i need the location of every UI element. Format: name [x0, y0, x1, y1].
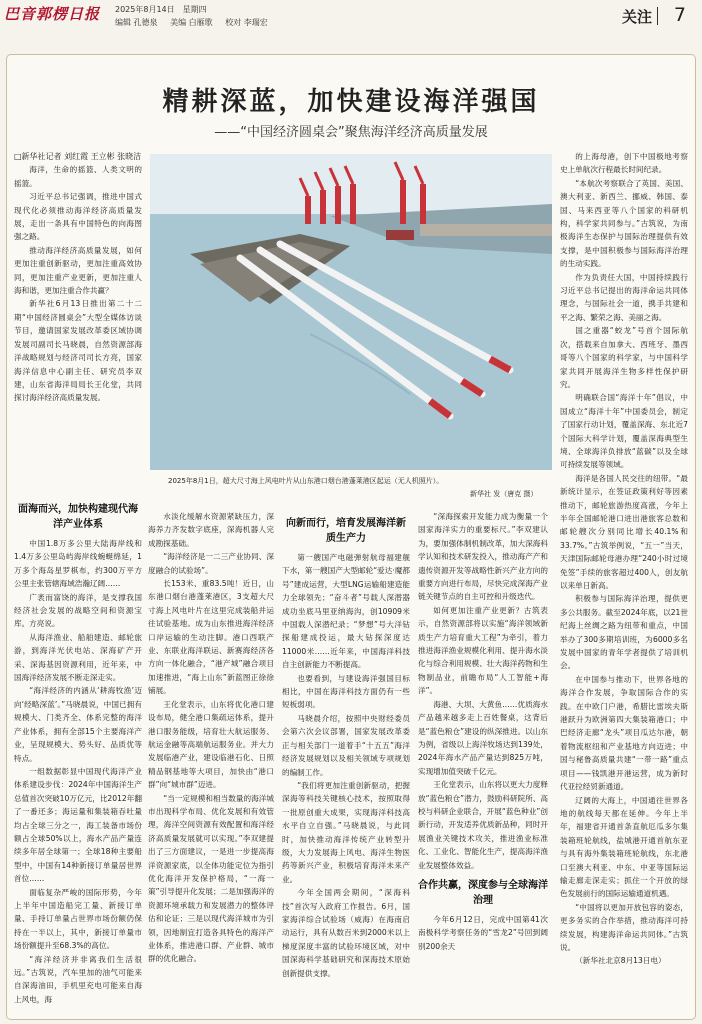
editor: 编辑 孔德泉 — [115, 18, 158, 27]
paragraph: 马晓晨介绍，按照中央财经委员会第六次会议部署，国家发展改革委正与相关部门一道着手“十五五”海洋经济发展规划以及相关领域专项规划的编制工作。 — [282, 713, 410, 777]
photo-caption: 2025年8月1日，超大尺寸海上风电叶片从山东港口烟台港蓬莱港区起运（无人机照片）。 — [168, 477, 444, 485]
paragraph: “海洋经济的内涵从‘耕海牧渔’迈向‘经略深蓝’。”马晓晨说，中国已拥有规模大、门类齐全、体系完整的海洋产业体系，拥有全部15个主要海洋产业，呈现规模大、势头好、品质优等特点。 — [14, 686, 142, 763]
section-name: 关注 — [621, 8, 652, 26]
paragraph: 海洋是各国人民交往的纽带。“最新统计显示，在签证政策利好等因素推动下，邮轮旅游热度高涨，今年上半年全国邮轮港口进出港旅客总数和邮轮艘次分别同比增长40.1%和33.7%。”古筑举例说，“五一”当天，天津国际邮轮母港办理“240小时过境免签”手续的旅客超过400人，创友航以来单日新高。 — [560, 473, 688, 590]
paragraph: 辽阔的大海上，中国通往世界各地的航线每天都在延伸。今年上半年，福建省开通首条直航厄瓜多尔集装箱班轮航线，盐城港开通首航东亚与具有海外集装箱班轮航线，东北港口至澳大利亚、中东、中亚等国际运输走廊走深走实；抓住一个开放的绿色发展前行的国际运输通道机遇。 — [560, 795, 688, 899]
column-5 — [418, 510, 548, 1014]
paragraph: 王化堂表示，山东将以更大力度释放“蓝色粮仓”潜力，鼓励科研院所、高校与科研企业联合，开展“蓝色种业”创新行动，开发适养优质新品种，同时开展渔业关键技术攻关，推进渔业标准化、工业化、智能化生产，提高海洋渔业发展整体效益。 — [418, 780, 548, 870]
paragraph: 广袤而富饶的海洋，是支撑我国经济社会发展的战略空间和资源宝库。方亮说。 — [14, 592, 142, 629]
column-6 — [560, 150, 688, 1014]
section-heading: 合作共赢，深度参与全球海洋治理 — [418, 879, 548, 906]
paragraph: 中国1.8万多公里大陆海岸线和1.4万多公里岛屿海岸线蜿蜒绵延，1万多个海岛星罗棋布，约300万平方公里主张管辖海域浩瀚辽阔…… — [14, 539, 142, 589]
newspaper-logo: 巴音郭楞日报 — [4, 5, 101, 23]
column-3 — [148, 510, 274, 1014]
paragraph: 今年6月12日，完成中国第41次南极科学考察任务的“雪龙2”号回到阔别200余天 — [418, 914, 548, 951]
paragraph: 海洋，生命的摇篮、人类文明的摇篮。 — [14, 165, 142, 188]
paragraph: 积极参与国际海洋治理，提供更多公共服务。截至2024年底，以21世纪海上丝绸之路为纽带和重点，中国举办了300多期培训班，为6000多名发展中国家的青年学者提供了培训机会。 — [560, 594, 688, 671]
paragraph: 王化堂表示，山东将优化港口建设布局，健全港口集疏运体系，提升港口服务能级，培育壮大航运服务、航运金融等高端航运服务业。并大力发展临港产业，建设临港石化、日照精品钢基地等大项目，加快由“港口群”向“城市群”迈进。 — [148, 699, 274, 790]
article-title: 精耕深蓝，加快建设海洋强国 — [162, 87, 540, 117]
editorial-credits — [115, 17, 278, 28]
paragraph: “当一定规模和相当数量的海洋城市出现科学布局、优化发展和有效管理，海洋空间资源有效配置和海洋经济高质量发展就可以实现。”李双建提出了三方面建议，一是进一步提高海洋资源家底，以全体功能定位为指引优化海洋开发保护格局，“一海一策”引导提升化发展；二是加强海洋的资源环境承载力和发展潜力的整体评估和论证；三是以现代海洋城市为引领，因地制宜打造各具特色的海洋产业体系，推进港口群、产业群、城市群的优化融合。 — [148, 793, 274, 964]
paragraph: 海港、大坝、大黄鱼……优质海水产品越来越多走上百姓餐桌，这背后是“蓝色粮仓”建设的纵深推进。以山东为例，省级以上海洋牧场达到139处，2024年海水产品产量达到825万吨，实现增加值突破千亿元。 — [418, 699, 548, 776]
column-2 — [14, 496, 142, 1014]
article-subtitle: ——“中国经济圆桌会”聚焦海洋经济高质量发展 — [214, 125, 488, 140]
paragraph: “深海探索开发能力成为衡量一个国家海洋实力的重要标尺。”李双建认为，要加强体制机制改革，加大深海科学认知和技术研发投入，推动海产产和遗传资源开发等战略性新兴产业方向的重要方向进行布局，尽快完成深海产业链关键节点的自主可控和升级迭代。 — [418, 512, 548, 602]
paragraph: “海洋经济并非离我们生活很远。”古筑说，汽车里加的油气可能来自深海油田，手机里充电可能来自海上风电，海 — [14, 954, 142, 1004]
paragraph: 如何更加注重产业更新？古筑表示，自然资源部将以实施“海洋领域新质生产力培育重大工程”为牵引，着力推进海洋渔业规模化利用、提升海水淡化与综合利用规模、壮大海洋药物和生物制品业，前瞻布局“人工智能+海洋”。 — [418, 605, 548, 696]
paragraph: “本航次考察联合了英国、美国、澳大利亚、新西兰、挪威、韩国、泰国、马来西亚等八个国家的科研机构，科学家共同参与。”古筑说，为南极海洋生态保护与国际治理提供有效支撑，是中国积极参与国际海洋治理的生动实践。 — [560, 178, 688, 269]
page-number: 7 — [673, 4, 686, 26]
paragraph: 也要看到，与建设海洋强国目标相比，中国在海洋科技方面仍有一些短板弱项。 — [282, 673, 410, 710]
paragraph: 国之重器“蛟龙”号首个国际航次，搭载来自加拿大、西班牙、墨西哥等八个国家的科学家，与中国科学家共同开展海洋生物多样性保护研究。 — [560, 326, 688, 389]
paragraph: 今年全国两会期间，“深海科技”首次写入政府工作报告。6月，国家海洋综合试验场（威海）在海南启动运行，具有从数百米到2000米以上梯度深度丰富的试验环境区域，对中国深海科学基础研究和深海技术原始创新提供支撑。 — [282, 888, 410, 978]
section-heading: 面海而兴，加快构建现代海洋产业体系 — [18, 504, 138, 530]
byline: □新华社记者 刘红霞 王立彬 张晓洁 — [14, 152, 142, 161]
photo-credit: 新华社 发（唐克 摄） — [470, 490, 538, 498]
paragraph: “中国将以更加开放包容的姿态，更多务实的合作举措，推动海洋可持续发展，构建海洋命运共同体。”古筑说。 — [560, 902, 688, 952]
paragraph: “我们将更加注重创新驱动，把握深海等科技关键核心技术，按照取得一批原创重大成果，实现海洋科技高水平自立自强。”马晓晨说，与此同时，加快推动海洋传统产业转型升级，大力发展海上风电、海洋生物医药等新兴产业，积极培育海洋未来产业。 — [282, 780, 410, 884]
paragraph: 作为负责任大国，中国持续践行习近平总书记提出的海洋命运共同体理念，与国际社会一道，携手共建和平之海、繁荣之海、美丽之海。 — [560, 272, 688, 322]
paragraph: “海洋经济是一二三产业协同、深度融合的试验场”。 — [148, 552, 274, 575]
issue-date: 2025年8月14日 星期四 — [115, 5, 207, 14]
paragraph: 在中国参与推动下，世界各地的海洋合作发展，争取国际合作的实践。在中欧门户港，希腊比雷埃夫斯港跃升为欧洲第四大集装箱港口；中巴经济走廊“龙头”项目瓜达尔港，朝着物流枢纽和产业基地方向迈进；中国与秘鲁高质量共建“一带一路”重点项目——钱凯港开港运营，成为新时代亚拉经贸新通道。 — [560, 674, 688, 792]
news-photo — [150, 154, 552, 470]
paragraph: 明确联合国“海洋十年”倡议，中国成立“海洋十年”中国委员会，制定了国家行动计划，覆盖深海、东北近7个国际大科学计划，覆盖深海典型生境、全球海洋负排放“蓝碳”以及全球可持续发展等领域。 — [560, 393, 688, 470]
proofreader: 校对 李瑞宏 — [225, 18, 268, 27]
column-4 — [282, 510, 410, 1014]
paragraph: 一组数据彰显中国现代海洋产业体系建设步伐：2024年中国海洋生产总值首次突破10万亿元，比2012年翻了一番还多；海运量和集装箱吞吐量均占全球三分之一，海工装备市场份额占全球50%以上，海水产品产量连续多年居全球第一；全球18种主要船型中，中国有14种新接订单量居世界首位…… — [14, 766, 142, 884]
paragraph: 水淡化缓解水资源紧缺压力，深海养力齐发数字底座，深海机器人完成勘探基础。 — [148, 512, 274, 548]
section-divider — [657, 7, 658, 25]
masthead — [0, 0, 702, 34]
paragraph: 的上海母港，创下中国极地考察史上单航次行程最长时间纪录。 — [560, 152, 688, 175]
paragraph: 新华社6月13日推出第二十二期“中国经济圆桌会”大型全媒体访谈节目，邀请国家发展改革委区域协调发展司副司长马晓晨，自然资源部海洋战略规划与经济司司长方亮，国家海洋信息中心副主任、研究员李双建，山东省海洋局局长王化堂，共同探讨海洋经济高质量发展。 — [14, 299, 142, 403]
paragraph: 长153米、重83.5吨！近日，山东港口烟台港蓬莱港区，3支超大尺寸海上风电叶片在这里完成装船并运往试验基地。成为山东推进海洋经济口岸运输的生动注脚。港口西联产业、东联业海洋联运、新赛海经济各方向一体化融合，“港产城”融合项目加速推进，“海上山东”新蓝图正徐徐铺展。 — [148, 579, 274, 696]
column-1 — [14, 150, 142, 490]
designer: 美编 白雁歌 — [170, 18, 213, 27]
paragraph: 推动海洋经济高质量发展，如何更加注重创新驱动，更加注重高效协同，更加注重产业更新，更加注重人海和谐，更加注重合作共赢？ — [14, 245, 142, 296]
paragraph: 面临复杂严峻的国际形势，今年上半年中国造船完工量、新接订单量、手持订单量占世界市场份额仍保持在一半以上，其中，新接订单量市场份额提升至68.3%的高位。 — [14, 887, 142, 951]
section-heading: 向新而行，培育发展海洋新质生产力 — [286, 518, 406, 544]
paragraph: 第一艘国产电磁弹射航母福建舰下水，第一艘国产大型邮轮“爱达·魔都号”建成运营，大型LNG运输船建造能力全球领先；“奋斗者”号载人深潜器成功坐底马里亚纳海沟，创10909米中国载人深潜纪录；“梦想”号大洋钻探船建成投运，最大钻探深度达11000米……近年来，中国海洋科技自主创新能力不断提高。 — [282, 553, 410, 670]
paragraph: 习近平总书记强调，推进中国式现代化必须推动海洋经济高质量发展，走出一条具有中国特色的向海图强之路。 — [14, 192, 142, 242]
paragraph: 从海洋渔业、船舶建造、邮轮旅游，到海洋光伏电站、深海矿产开采、深海基因资源利用，近年来，中国海洋经济发展不断走深走实。 — [14, 632, 142, 683]
dateline: （新华社北京8月13日电） — [575, 956, 666, 966]
